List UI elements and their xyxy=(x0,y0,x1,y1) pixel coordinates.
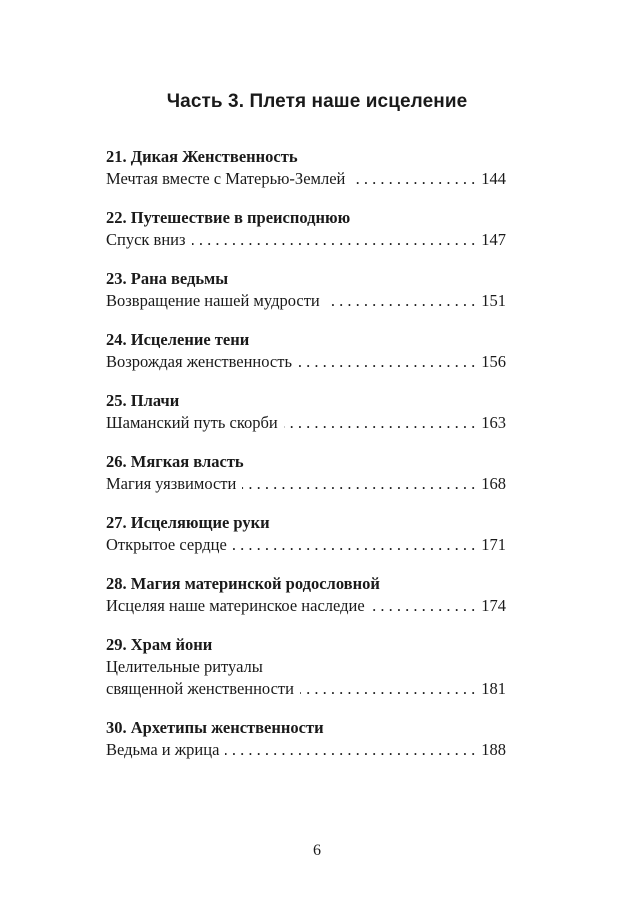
table-of-contents xyxy=(106,146,506,778)
chapter-page-number: 181 xyxy=(481,679,506,698)
chapter-title: 29. Храм йони xyxy=(106,635,213,654)
toc-leader-line xyxy=(106,595,506,617)
chapter-page-number: 171 xyxy=(481,535,506,554)
dot-leader xyxy=(371,595,476,617)
chapter-title: 30. Архетипы женственности xyxy=(106,718,324,737)
toc-entry xyxy=(106,268,506,312)
toc-leader-line xyxy=(106,473,506,495)
chapter-page-number: 163 xyxy=(481,413,506,432)
dot-leader xyxy=(298,351,475,373)
chapter-title: 24. Исцеление тени xyxy=(106,330,250,349)
toc-entry xyxy=(106,573,506,617)
chapter-subtitle-line: Целительные ритуалы xyxy=(106,657,263,676)
dot-leader xyxy=(284,412,476,434)
dot-leader xyxy=(225,739,475,761)
dot-leader xyxy=(300,678,475,700)
toc-entry xyxy=(106,451,506,495)
toc-entry xyxy=(106,329,506,373)
chapter-page-number: 144 xyxy=(481,169,506,188)
chapter-subtitle: Открытое сердце xyxy=(106,535,227,554)
chapter-subtitle: Спуск вниз xyxy=(106,230,186,249)
chapter-title: 26. Мягкая власть xyxy=(106,452,244,471)
toc-entry xyxy=(106,512,506,556)
chapter-subtitle: Ведьма и жрица xyxy=(106,740,220,759)
toc-entry xyxy=(106,717,506,761)
toc-leader-line xyxy=(106,290,506,312)
toc-leader-line xyxy=(106,351,506,373)
chapter-title: 21. Дикая Женственность xyxy=(106,147,298,166)
chapter-title: 23. Рана ведьмы xyxy=(106,269,229,288)
chapter-page-number: 188 xyxy=(481,740,506,759)
toc-leader-line xyxy=(106,412,506,434)
toc-entry xyxy=(106,207,506,251)
dot-leader xyxy=(351,168,475,190)
chapter-subtitle: Мечтая вместе с Матерью-Землей xyxy=(106,169,346,188)
toc-leader-line xyxy=(106,739,506,761)
dot-leader xyxy=(326,290,476,312)
dot-leader xyxy=(192,229,476,251)
chapter-page-number: 168 xyxy=(481,474,506,493)
part-title: Часть 3. Плетя наше исцеление xyxy=(166,91,468,112)
dot-leader xyxy=(233,534,475,556)
chapter-title: 25. Плачи xyxy=(106,391,180,410)
toc-leader-line xyxy=(106,534,506,556)
toc-leader-line xyxy=(106,229,506,251)
chapter-subtitle: Шаманский путь скорби xyxy=(106,413,278,432)
chapter-subtitle: Исцеляя наше материнское наследие xyxy=(106,596,365,615)
toc-entry xyxy=(106,634,506,700)
toc-leader-line xyxy=(106,678,506,700)
chapter-page-number: 156 xyxy=(481,352,506,371)
toc-leader-line xyxy=(106,168,506,190)
chapter-page-number: 151 xyxy=(481,291,506,310)
chapter-subtitle: Магия уязвимости xyxy=(106,474,237,493)
dot-leader xyxy=(242,473,475,495)
toc-entry xyxy=(106,390,506,434)
page-number: 6 xyxy=(313,842,321,859)
chapter-subtitle: Возрождая женственность xyxy=(106,352,292,371)
chapter-subtitle: священной женственности xyxy=(106,679,294,698)
toc-entry xyxy=(106,146,506,190)
chapter-title: 27. Исцеляющие руки xyxy=(106,513,270,532)
chapter-page-number: 147 xyxy=(481,230,506,249)
chapter-title: 22. Путешествие в преисподнюю xyxy=(106,208,351,227)
chapter-page-number: 174 xyxy=(481,596,506,615)
chapter-title: 28. Магия материнской родословной xyxy=(106,574,380,593)
chapter-subtitle: Возвращение нашей мудрости xyxy=(106,291,320,310)
